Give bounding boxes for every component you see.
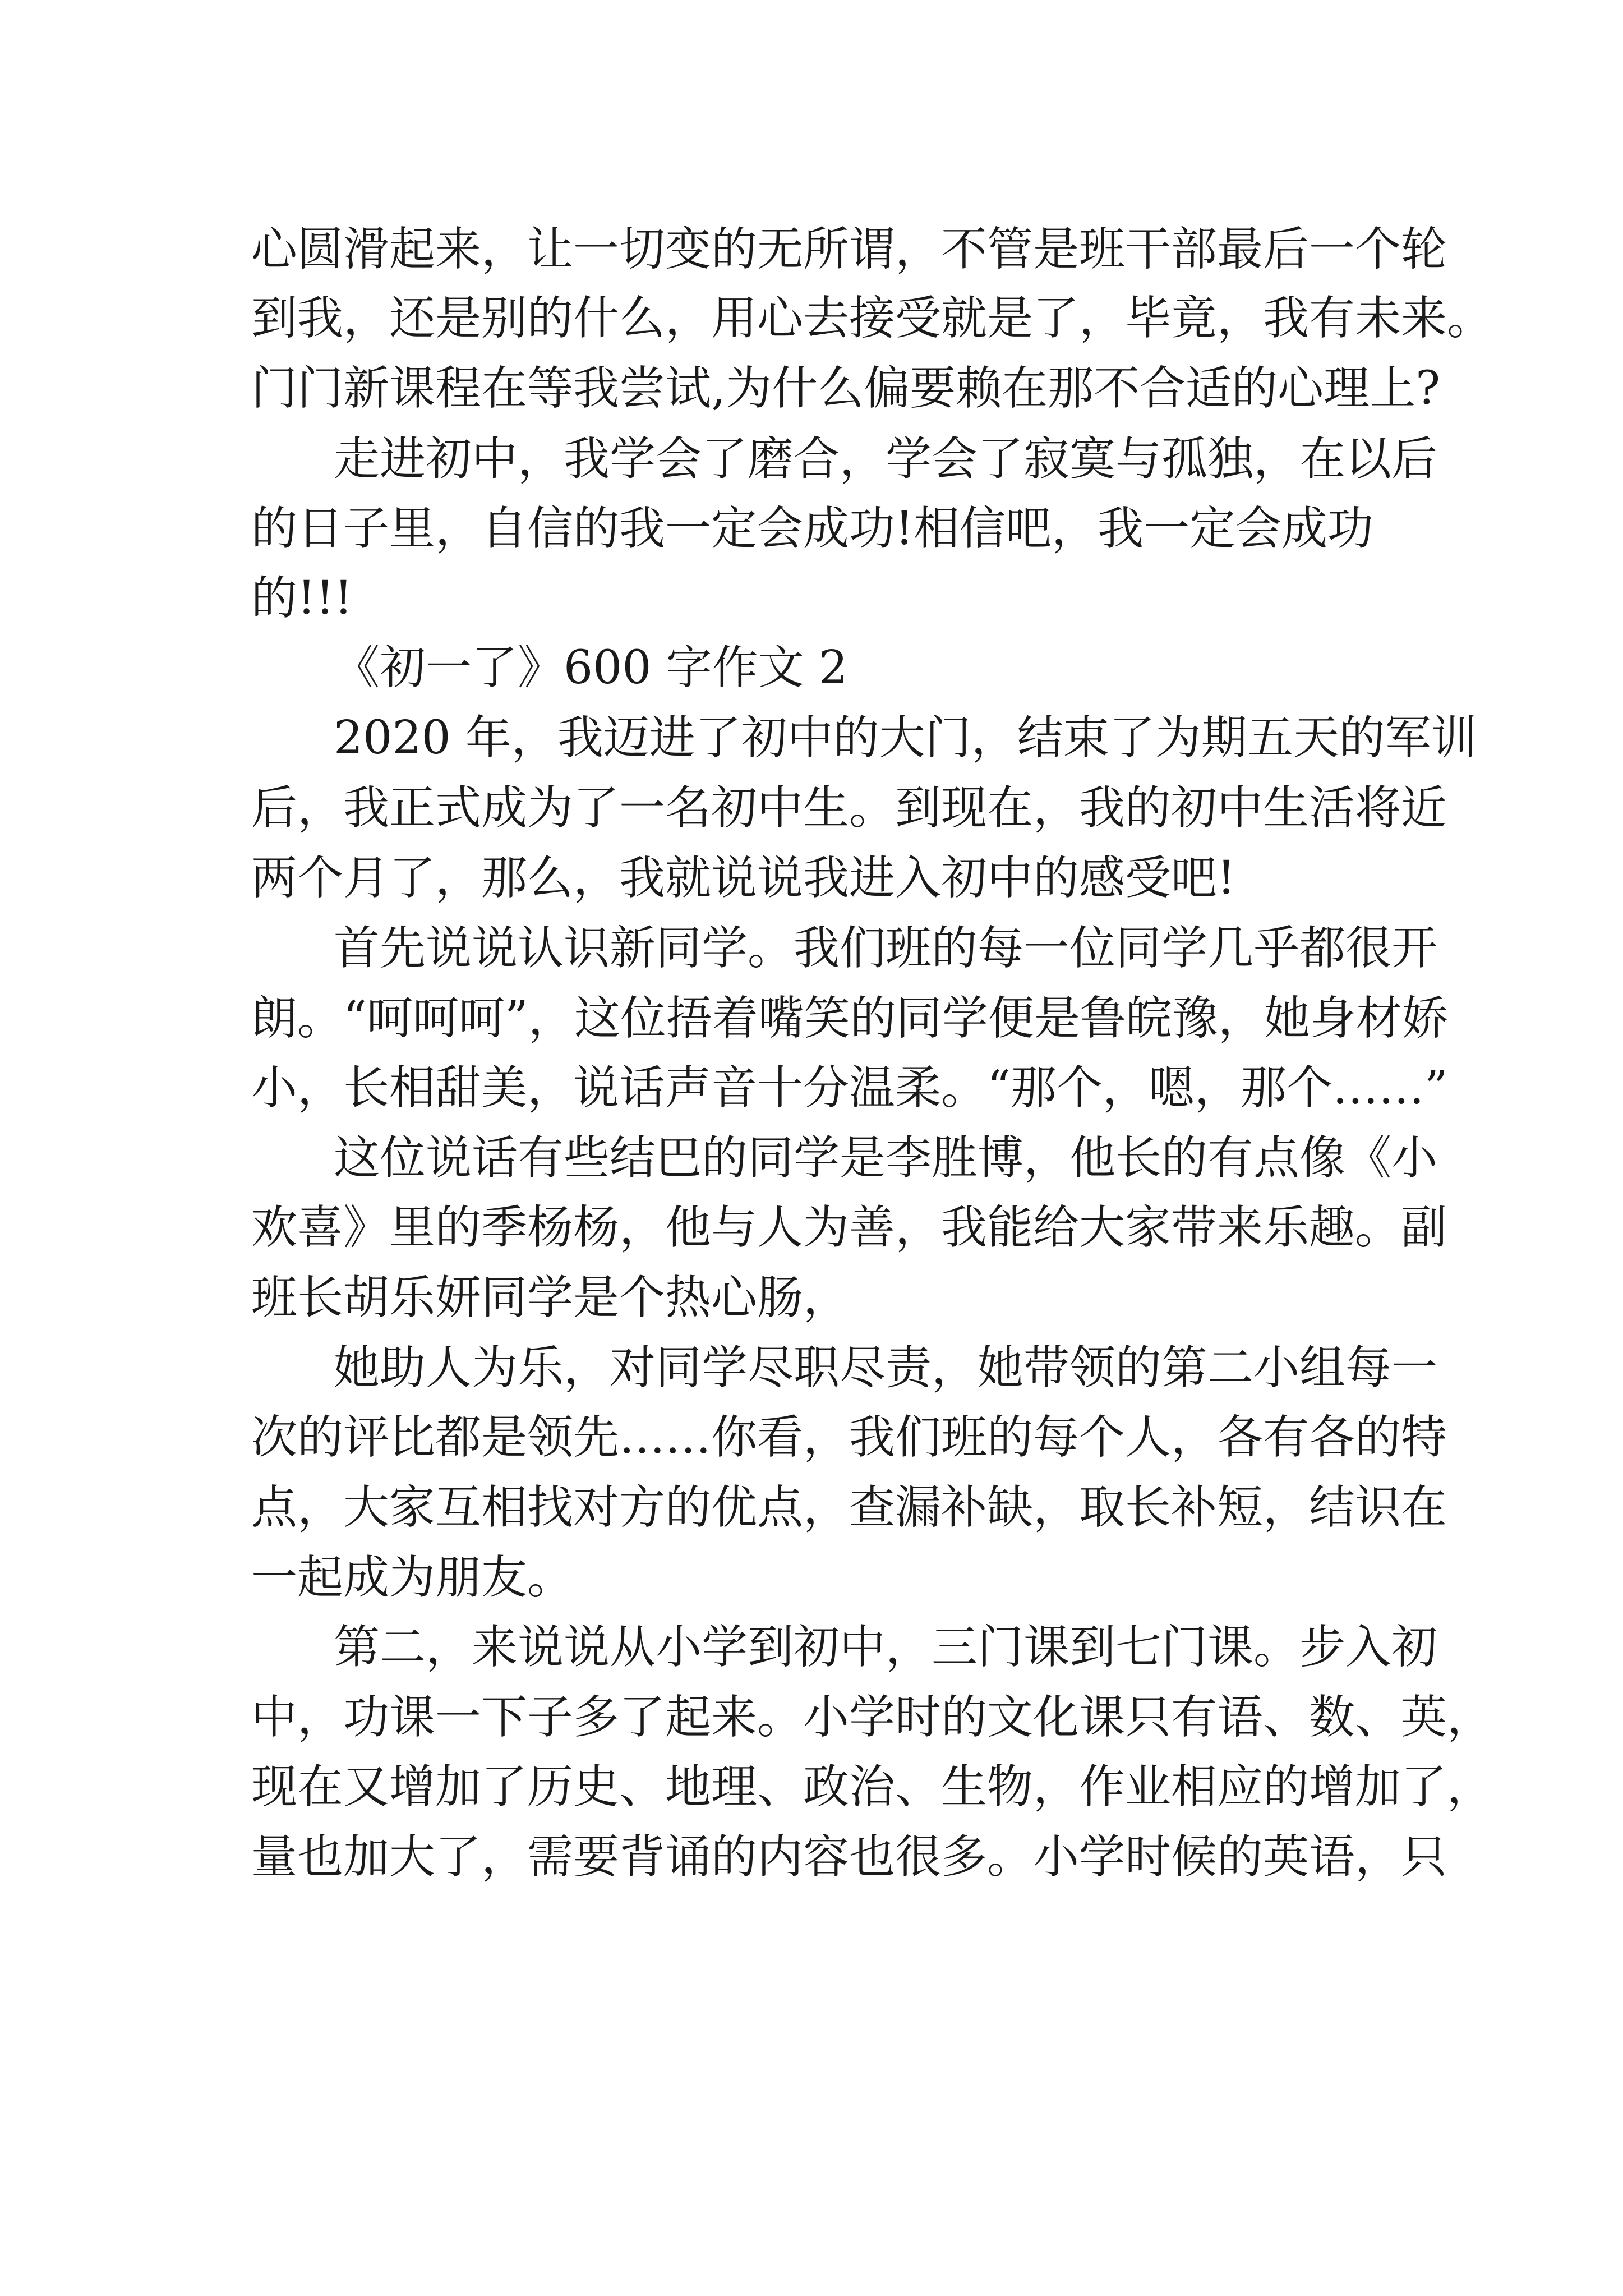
text-line: 一起成为朋友。 (251, 1551, 574, 1604)
text-line: 第二，来说说从小学到初中，三门课到七门课。步入初 (334, 1621, 1438, 1674)
text-line: 到我，还是别的什么，用心去接受就是了，毕竟，我有未来。 (251, 292, 1493, 345)
text-line: 现在又增加了历史、地理、政治、生物，作业相应的增加了， (251, 1760, 1493, 1814)
text-line: 点，大家互相找对方的优点，查漏补缺，取长补短，结识在 (251, 1481, 1447, 1534)
text-line: 心圆滑起来，让一切变的无所谓，不管是班干部最后一个轮 (251, 223, 1447, 276)
text-line: 首先说说认识新同学。我们班的每一位同学几乎都很开 (334, 922, 1438, 975)
text-line: 朗。“呵呵呵”，这位捂着嘴笑的同学便是鲁皖豫，她身材娇 (251, 992, 1448, 1045)
text-line: 门门新课程在等我尝试,为什么偏要赖在那不合适的心理上? (251, 362, 1441, 415)
text-line: 走进初中，我学会了磨合，学会了寂寞与孤独，在以后 (334, 432, 1438, 486)
text-line: 2020 年，我迈进了初中的大门，结束了为期五天的军训 (334, 711, 1477, 765)
section-heading: 《初一了》600 字作文 2 (334, 641, 848, 694)
text-line: 这位说话有些结巴的同学是李胜博，他长的有点像《小 (334, 1131, 1438, 1185)
text-line: 欢喜》里的季杨杨，他与人为善，我能给大家带来乐趣。副 (251, 1201, 1447, 1254)
text-line: 中，功课一下子多了起来。小学时的文化课只有语、数、英， (251, 1691, 1493, 1744)
text-line: 她助人为乐，对同学尽职尽责，她带领的第二小组每一 (334, 1341, 1438, 1395)
text-line: 的日子里，自信的我一定会成功!相信吧，我一定会成功 (251, 502, 1373, 555)
text-line: 次的评比都是领先……你看，我们班的每个人，各有各的特 (251, 1411, 1447, 1464)
text-line: 的!!! (251, 572, 353, 625)
text-line: 后，我正式成为了一名初中生。到现在，我的初中生活将近 (251, 781, 1447, 835)
text-line: 班长胡乐妍同学是个热心肠， (251, 1271, 850, 1324)
text-line: 两个月了，那么，我就说说我进入初中的感受吧! (251, 852, 1235, 905)
text-line: 量也加大了，需要背诵的内容也很多。小学时候的英语，只 (251, 1830, 1447, 1884)
text-line: 小，长相甜美，说话声音十分温柔。“那个，嗯，那个……” (251, 1061, 1448, 1115)
